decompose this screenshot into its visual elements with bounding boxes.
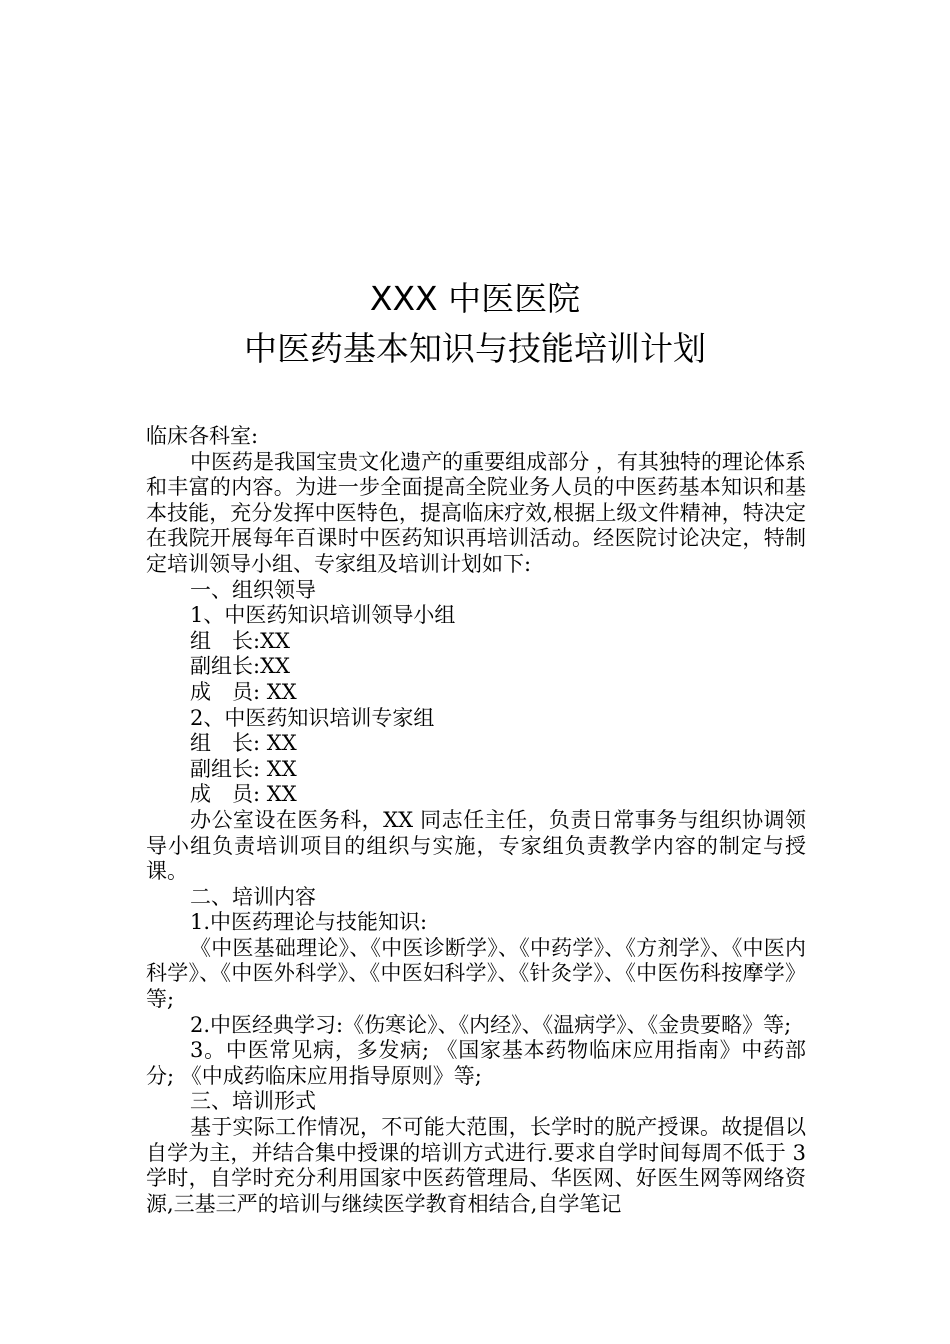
paragraph: 成 员: XX [190,782,297,807]
paragraph: 组 长: XX [190,731,297,756]
paragraph: 副组长:XX [190,654,290,679]
paragraph: 基于实际工作情况，不可能大范围，长学时的脱产授课。故提倡以自学为主，并结合集中授课的培训方式进行.要求自学时间每周不低于 3 学时，自学时充分利用国家中医药管理局、华医网、好医生网等网络资源,三基三严的培训与继续医学教育相结合,自学笔记 [146,1115,806,1216]
document-body [146,424,806,1217]
document-title: 中医药基本知识与技能培训计划 [244,329,706,368]
paragraph: 1.中医药理论与技能知识: [190,910,428,935]
paragraph: 一、组织领导 [190,577,316,602]
paragraph: 办公室设在医务科，XX 同志任主任，负责日常事务与组织协调领导小组负责培训项目的组织与实施，专家组负责教学内容的制定与授课。 [146,807,806,884]
paragraph: 2、中医药知识培训专家组 [190,705,435,730]
paragraph: 《中医基础理论》、《中医诊断学》、《中药学》、《方剂学》、《中医内科学》、《中医外科学》、《中医妇科学》、《针灸学》、《中医伤科按摩学》等; [146,935,806,1012]
paragraph: 2.中医经典学习:《伤寒论》、《内经》、《温病学》、《金贵要略》等; [190,1012,792,1037]
paragraph: 中医药是我国宝贵文化遗产的重要组成部分 ，有其独特的理论体系和丰富的内容。为进一步全面提高全院业务人员的中医药基本知识和基本技能，充分发挥中医特色，提高临床疗效,根据上级文件精神，特决定在我院开展每年百课时中医药知识再培训活动。经医院讨论决定，特制定培训领导小组、专家组及培训计划如下: [146,449,806,576]
paragraph: 成 员: XX [190,679,297,704]
paragraph: 3。中医常见病，多发病; 《国家基本药物临床应用指南》中药部分; 《中成药临床应用指导原则》等; [146,1038,806,1088]
paragraph: 三、培训形式 [190,1089,316,1114]
paragraph: 组 长:XX [190,628,290,653]
paragraph: 临床各科室: [146,424,259,448]
paragraph: 副组长: XX [190,756,297,781]
paragraph: 二、培训内容 [190,884,316,909]
hospital-title: XXX 中医医院 [369,279,581,318]
paragraph: 1、中医药知识培训领导小组 [190,603,456,628]
